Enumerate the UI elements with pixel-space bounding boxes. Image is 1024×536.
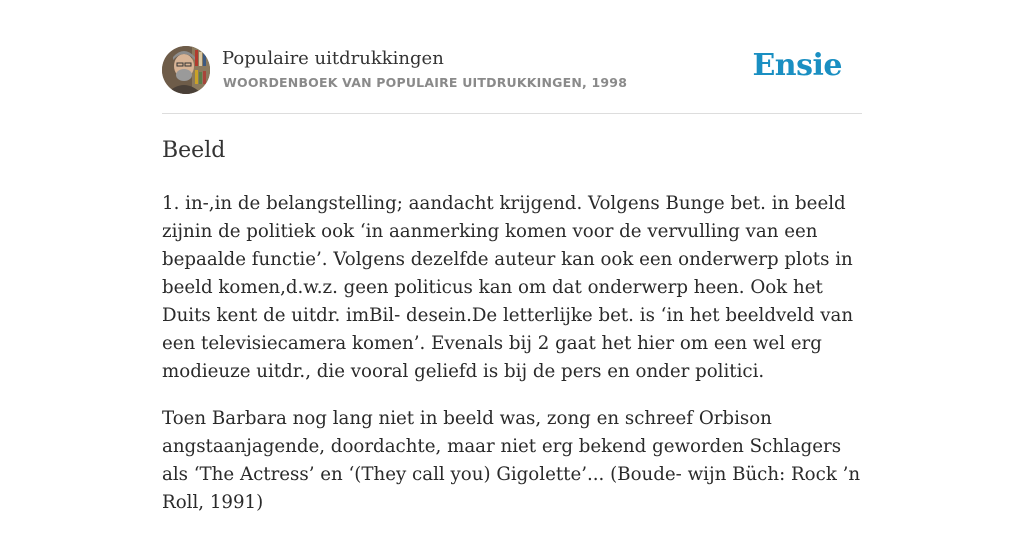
entry-body bbox=[162, 190, 862, 536]
ensie-logo[interactable]: Ensie bbox=[752, 48, 842, 83]
header-divider bbox=[162, 113, 862, 114]
source-subtitle: WOORDENBOEK VAN POPULAIRE UITDRUKKINGEN, 1998 bbox=[223, 75, 628, 90]
definition-paragraph: 1. in-,in de belangstelling; aandacht krijgend. Volgens Bunge bet. in beeld zijnin de politiek ook ‘in aanmerking komen voor de vervulling van een bepaalde functie’. Volgens dezelfde auteur kan ook een onderwerp plots in beeld komen,d.w.z. geen politicus kan om dat onderwerp heen. Ook het Duits kent de uitdr. imBil- desein.De letterlijke bet. is ‘in het beeldveld van een televisiecamera komen’. Evenals bij 2 gaat het hier om een wel erg modieuze uitdr., die vooral geliefd is bij de pers en onder politici. bbox=[162, 193, 854, 382]
author-portrait-icon bbox=[162, 46, 210, 94]
source-title[interactable]: Populaire uitdrukkingen bbox=[222, 48, 444, 69]
entry-term: Beeld bbox=[162, 138, 226, 163]
source-header bbox=[162, 46, 862, 96]
author-avatar[interactable] bbox=[162, 46, 210, 94]
example-paragraph: Toen Barbara nog lang niet in beeld was, zong en schreef Orbison angstaanjagende, doordachte, maar niet erg bekend geworden Schlagers als ‘The Actress’ en ‘(They call you) Gigolette’... (Boude- wijn Büch: Rock ’n Roll, 1991) bbox=[162, 408, 861, 513]
